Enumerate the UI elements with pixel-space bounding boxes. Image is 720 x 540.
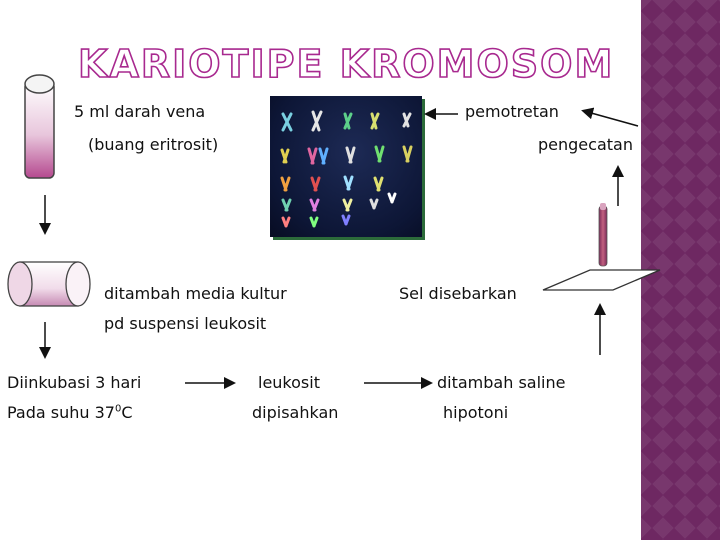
test-tube-icon <box>25 75 54 178</box>
step-staining-label: pengecatan <box>538 135 633 154</box>
culture-cylinder-icon <box>8 262 90 306</box>
glass-slide-icon <box>543 270 660 290</box>
incubate-temp-prefix: Pada suhu 37 <box>7 403 115 422</box>
step-incubate-label-1: Diinkubasi 3 hari <box>7 373 142 392</box>
step-blood-label: 5 ml darah vena <box>74 102 206 121</box>
incubate-temp-degree: 0 <box>114 403 122 415</box>
step-culture-label-2: pd suspensi leukosit <box>104 314 267 333</box>
step-saline-label-1: ditambah saline <box>437 373 566 392</box>
step-incubate-label-2 <box>7 403 133 422</box>
step-leukocyte-label-1: leukosit <box>258 373 320 392</box>
stain-dropper-icon <box>599 203 607 266</box>
step-remove-rbc-label: (buang eritrosit) <box>88 135 219 154</box>
step-culture-label-1: ditambah media kultur <box>104 284 287 303</box>
step-leukocyte-label-2: dipisahkan <box>252 403 339 422</box>
step-saline-label-2: hipotoni <box>443 403 509 422</box>
step-photo-label: pemotretan <box>465 102 559 121</box>
chromosome-marks <box>282 112 411 226</box>
page-title: KARIOTIPE KROMOSOM <box>78 42 615 86</box>
step-spread-label: Sel disebarkan <box>399 284 517 303</box>
incubate-temp-unit: C <box>121 403 133 422</box>
